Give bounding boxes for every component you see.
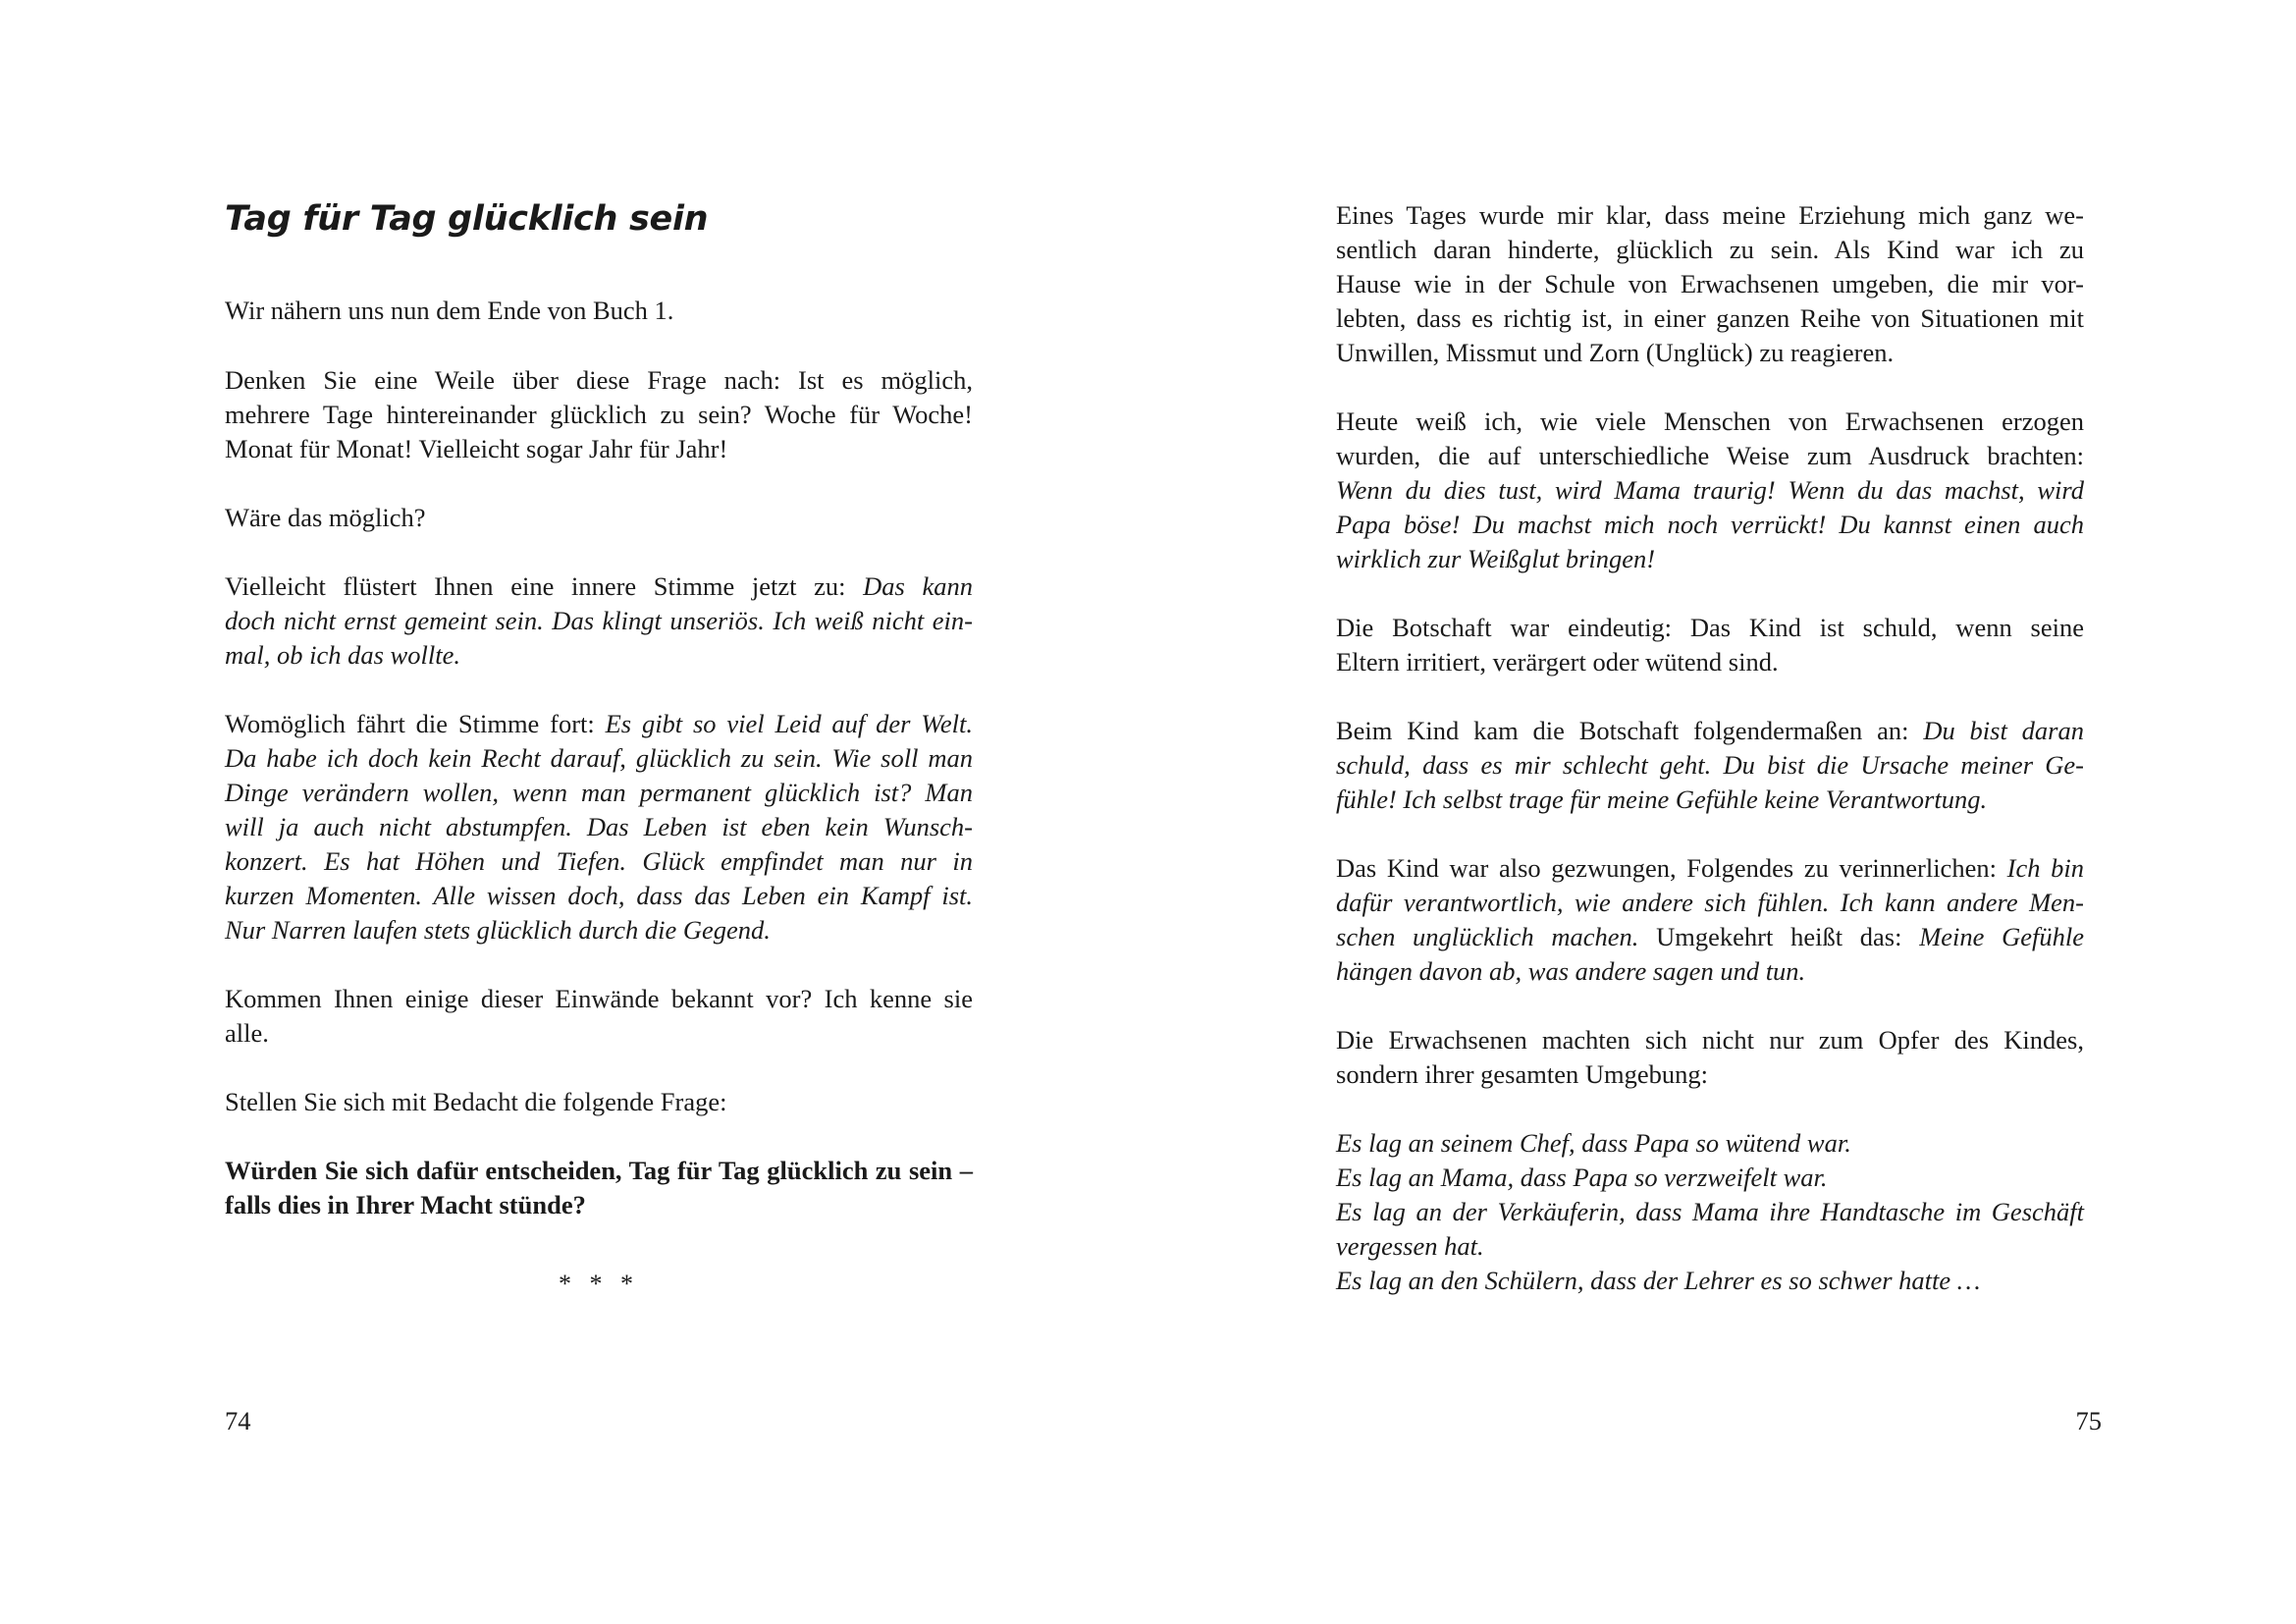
italic-span: Du bist daran xyxy=(1923,716,2084,745)
italic-span: schen unglücklich machen. xyxy=(1336,922,1639,951)
text-line: lebten, dass es richtig ist, in einer ganzen Reihe von Situationen mit xyxy=(1336,303,2084,333)
italic-line: doch nicht ernst gemeint sein. Das klingt unseriös. Ich weiß nicht ein- xyxy=(225,606,973,635)
text-line xyxy=(225,569,973,604)
italic-line: schuld, dass es mir schlecht geht. Du bist die Ursache meiner Ge- xyxy=(1336,750,2084,780)
paragraph-inner-voice xyxy=(225,569,973,673)
text-line: Unwillen, Missmut und Zorn (Unglück) zu reagieren. xyxy=(1336,338,1895,367)
text-line: Die Botschaft war eindeutig: Das Kind ist schuld, wenn seine xyxy=(1336,613,2084,642)
italic-line: Da habe ich doch kein Recht darauf, glücklich zu sein. Wie soll man xyxy=(225,743,973,773)
chapter-title: Tag für Tag glücklich sein xyxy=(225,199,709,239)
text-line: sentlich daran hinderte, glücklich zu sein. Als Kind war ich zu xyxy=(1336,235,2084,264)
italic-span: Meine Gefühle xyxy=(1919,922,2084,951)
text-span: Womöglich fährt die Stimme fort: xyxy=(225,709,606,738)
italic-line: Dinge verändern wollen, wenn man permanent glücklich ist? Man xyxy=(225,778,973,807)
italic-line: Es lag an Mama, dass Papa so verzweifelt war. xyxy=(1336,1163,1828,1192)
italic-line: kurzen Momenten. Alle wissen doch, dass das Leben ein Kampf ist. xyxy=(225,881,973,910)
text-line: Die Erwachsenen machten sich nicht nur zum Opfer des Kindes, xyxy=(1336,1025,2084,1055)
text-line xyxy=(1336,714,2084,748)
paragraph-objections xyxy=(225,982,973,1051)
text-line xyxy=(225,707,973,741)
italic-examples xyxy=(1336,1126,2084,1298)
paragraph-question xyxy=(225,363,973,466)
right-page xyxy=(1148,0,2296,1624)
italic-span: Ich bin xyxy=(2006,853,2084,883)
text-line: alle. xyxy=(225,1018,269,1048)
text-line: Monat für Monat! Vielleicht sogar Jahr für Jahr! xyxy=(225,434,728,463)
paragraph-ask: Stellen Sie sich mit Bedacht die folgende Frage: xyxy=(225,1087,727,1116)
paragraph-upbringing xyxy=(1336,198,2084,370)
italic-line: fühle! Ich selbst trage für meine Gefühle keine Verantwortung. xyxy=(1336,785,1988,814)
italic-line: mal, ob ich das wollte. xyxy=(225,640,460,670)
italic-line: Es lag an seinem Chef, dass Papa so wütend war. xyxy=(1336,1128,1851,1158)
italic-line: Es lag an den Schülern, dass der Lehrer es so schwer hatte … xyxy=(1336,1266,1981,1295)
page-number-left: 74 xyxy=(225,1406,251,1435)
paragraph-possible: Wäre das möglich? xyxy=(225,503,426,532)
italic-line: Papa böse! Du machst mich noch verrückt! Du kannst einen auch xyxy=(1336,510,2084,539)
italic-line: will ja auch nicht abstumpfen. Das Leben ist eben kein Wunsch- xyxy=(225,812,973,841)
italic-line: hängen davon ab, was andere sagen und tun. xyxy=(1336,956,1806,986)
italic-line: Wenn du dies tust, wird Mama traurig! Wenn du das machst, wird xyxy=(1336,475,2084,505)
page-number-right: 75 xyxy=(2075,1406,2102,1435)
text-line: Eines Tages wurde mir klar, dass meine Erziehung mich ganz we- xyxy=(1336,200,2084,230)
bold-line: Würden Sie sich dafür entscheiden, Tag für Tag glücklich zu sein – xyxy=(225,1156,973,1185)
italic-line: Nur Narren laufen stets glücklich durch die Gegend. xyxy=(225,915,771,945)
text-line: Hause wie in der Schule von Erwachsenen umgeben, die mir vor- xyxy=(1336,269,2084,298)
text-line: Eltern irritiert, verärgert oder wütend sind. xyxy=(1336,647,1779,677)
paragraph-message xyxy=(1336,611,2084,679)
paragraph-child-message xyxy=(1336,714,2084,817)
text-line xyxy=(1336,920,2084,954)
italic-span: Es gibt so viel Leid auf der Welt. xyxy=(605,709,973,738)
italic-line: Es lag an der Verkäuferin, dass Mama ihre Handtasche im Geschäft xyxy=(1336,1197,2084,1226)
italic-span: Das kann xyxy=(863,571,974,601)
italic-line: konzert. Es hat Höhen und Tiefen. Glück empfindet man nur in xyxy=(225,846,973,876)
paragraph-key-question xyxy=(225,1154,973,1222)
bold-line: falls dies in Ihrer Macht stünde? xyxy=(225,1190,586,1219)
text-line: mehrere Tage hintereinander glücklich zu sein? Woche für Woche! xyxy=(225,400,973,429)
italic-line: dafür verantwortlich, wie andere sich fühlen. Ich kann andere Men- xyxy=(1336,888,2084,917)
italic-line: wirklich zur Weißglut bringen! xyxy=(1336,544,1656,573)
paragraph-voice-continues xyxy=(225,707,973,947)
text-line xyxy=(1336,851,2084,886)
paragraph-victims xyxy=(1336,1023,2084,1092)
text-span: Beim Kind kam die Botschaft folgendermaßen an: xyxy=(1336,716,1924,745)
text-line: Denken Sie eine Weile über diese Frage nach: Ist es möglich, xyxy=(225,365,973,395)
text-line: sondern ihrer gesamten Umgebung: xyxy=(1336,1059,1708,1089)
text-line: Kommen Ihnen einige dieser Einwände bekannt vor? Ich kenne sie xyxy=(225,984,973,1013)
text-span: Das Kind war also gezwungen, Folgendes zu verinnerlichen: xyxy=(1336,853,2007,883)
paragraph-today xyxy=(1336,405,2084,576)
paragraph-intro: Wir nähern uns nun dem Ende von Buch 1. xyxy=(225,296,674,325)
text-line: wurden, die auf unterschiedliche Weise zum Ausdruck brachten: xyxy=(1336,441,2084,470)
italic-line: vergessen hat. xyxy=(1336,1231,1484,1261)
text-span: Umgekehrt heißt das: xyxy=(1638,922,1920,951)
paragraph-internalize xyxy=(1336,851,2084,989)
text-line: Heute weiß ich, wie viele Menschen von Erwachsenen erzogen xyxy=(1336,406,2084,436)
section-ornament: * * * xyxy=(559,1270,639,1298)
text-span: Vielleicht flüstert Ihnen eine innere Stimme jetzt zu: xyxy=(225,571,864,601)
